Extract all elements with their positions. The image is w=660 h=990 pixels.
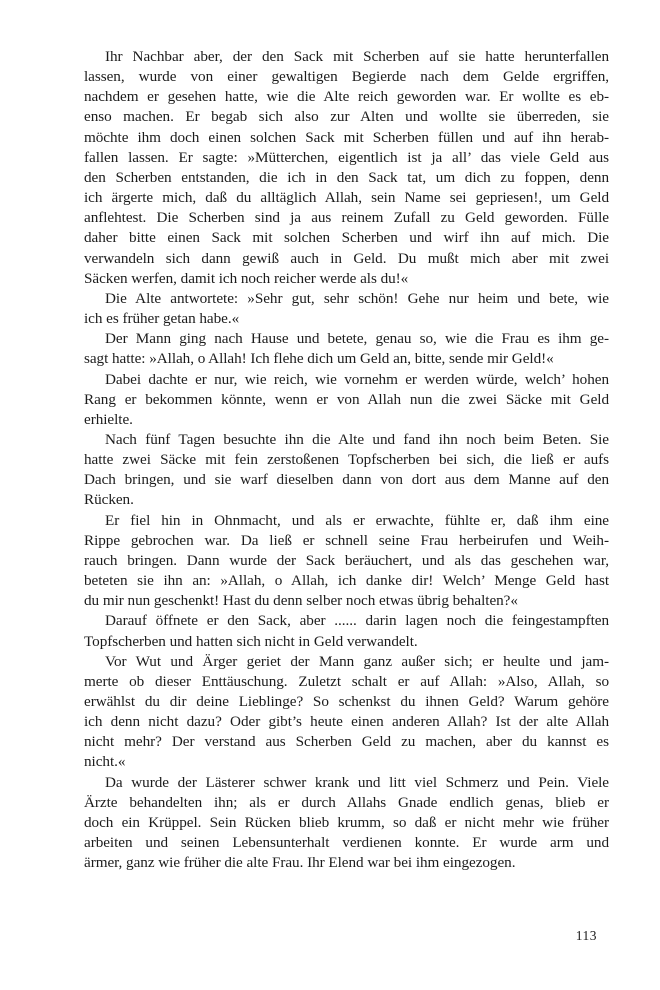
text-line: merte ob dieser Enttäuschung. Zuletzt schalt er auf Allah: »Also, Allah, so bbox=[84, 672, 609, 690]
text-line: hatte zwei Säcke mit fein zerstoßenen Topfscherben bei sich, die ließ er aufs bbox=[84, 451, 609, 469]
paragraph bbox=[84, 611, 609, 651]
text-line: Darauf öffnete er den Sack, aber ...... darin lagen noch die feingestampften bbox=[105, 612, 609, 630]
text-line: Nach fünf Tagen besuchte ihn die Alte und fand ihn noch beim Beten. Sie bbox=[105, 430, 609, 448]
paragraph bbox=[84, 511, 609, 612]
text-line: beteten sie ihn an: »Allah, o Allah, ich danke dir! Welch’ Menge Geld hast bbox=[84, 572, 609, 590]
text-line: Da wurde der Lästerer schwer krank und litt viel Schmerz und Pein. Viele bbox=[105, 773, 609, 791]
text-block bbox=[84, 47, 609, 873]
page-number: 113 bbox=[575, 928, 597, 943]
text-line: Rücken. bbox=[84, 491, 134, 509]
text-line: ich es früher getan habe.« bbox=[84, 310, 240, 328]
text-line: Dabei dachte er nur, wie reich, wie vornehm er werden würde, welch’ hohen bbox=[105, 370, 609, 388]
paragraph bbox=[84, 289, 609, 329]
text-line: den Scherben entstanden, die ich in den Sack tat, um dich zu foppen, denn bbox=[84, 168, 609, 186]
text-line: anflehtest. Die Scherben sind ja aus reinem Zufall zu Geld geworden. Fülle bbox=[84, 209, 609, 227]
text-line: ich ärgerte mich, daß du alltäglich Allah, sein Name sei gepriesen!, um Geld bbox=[84, 189, 609, 207]
text-line: sagt hatte: »Allah, o Allah! Ich flehe dich um Geld an, bitte, sende mir Geld!« bbox=[84, 350, 554, 368]
text-line: erhielte. bbox=[84, 410, 133, 428]
text-line: ich denn nicht dazu? Oder gibt’s heute einen anderen Allah? Ist der alte Allah bbox=[84, 713, 609, 731]
text-line: daher bitte einen Sack mit solchen Scherben und wirf ihn auf mich. Die bbox=[84, 229, 609, 247]
paragraph bbox=[84, 652, 609, 773]
text-line: Er fiel hin in Ohnmacht, und als er erwachte, fühlte er, daß ihm eine bbox=[105, 511, 609, 529]
text-line: arbeiten und seinen Lebensunterhalt verdienen konnte. Er wurde arm und bbox=[84, 834, 609, 852]
paragraph bbox=[84, 370, 609, 430]
paragraph bbox=[84, 773, 609, 874]
text-line: doch ein Krüppel. Sein Rücken blieb krumm, so daß er nicht mehr wie früher bbox=[84, 813, 609, 831]
text-line: enso machen. Er begab sich also zur Alten und wollte sie überreden, sie bbox=[84, 108, 609, 126]
paragraph bbox=[84, 47, 609, 289]
text-line: fallen lassen. Er sagte: »Mütterchen, eigentlich ist ja all’ das viele Geld aus bbox=[84, 148, 609, 166]
text-line: Topfscherben und hatten sich nicht in Geld verwandelt. bbox=[84, 632, 418, 650]
text-line: Ihr Nachbar aber, der den Sack mit Scherben auf sie hatte herunterfallen bbox=[105, 48, 609, 65]
text-line: lassen, wurde von einer gewaltigen Begierde nach dem Gelde ergriffen, bbox=[84, 68, 609, 86]
text-line: nicht mehr? Der verstand aus Scherben Geld zu machen, aber du kannst es bbox=[84, 733, 609, 751]
text-line: du mir nun geschenkt! Hast du denn selber noch etwas übrig behalten?« bbox=[84, 592, 518, 610]
text-line: erwählst du dir deine Lieblinge? So schenkst du ihnen Geld? Warum gehöre bbox=[84, 693, 609, 710]
text-line: nicht.« bbox=[84, 753, 126, 771]
text-line: Rippe gebrochen war. Da ließ er schnell seine Frau herbeirufen und Weih- bbox=[84, 531, 609, 549]
text-line: Ärzte behandelten ihn; als er durch Allahs Gnade endlich genas, blieb er bbox=[84, 793, 609, 811]
text-line: nachdem er gesehen hatte, wie die Alte reich geworden war. Er wollte es eb- bbox=[84, 88, 609, 106]
text-line: Rang er bekommen könnte, wenn er von Allah nun die zwei Säcke mit Geld bbox=[84, 390, 609, 408]
text-line: Säcken werfen, damit ich noch reicher werde als du!« bbox=[84, 269, 409, 287]
text-line: Der Mann ging nach Hause und betete, genau so, wie die Frau es ihm ge- bbox=[105, 330, 609, 348]
text-line: verwandeln sich dann gewiß auch in Geld. Du mußt mich aber mit zwei bbox=[84, 249, 609, 267]
paragraph bbox=[84, 329, 609, 369]
text-line: Dach bringen, und sie warf dieselben dann von dort aus dem Manne auf den bbox=[84, 471, 609, 489]
text-line: Vor Wut und Ärger geriet der Mann ganz außer sich; er heulte und jam- bbox=[105, 652, 609, 670]
text-line: Die Alte antwortete: »Sehr gut, sehr schön! Gehe nur heim und bete, wie bbox=[105, 289, 609, 307]
text-line: ärmer, ganz wie früher die alte Frau. Ihr Elend war bei ihm eingezogen. bbox=[84, 854, 516, 872]
text-line: rauch bringen. Dann wurde der Sack beräuchert, und als das geschehen war, bbox=[84, 551, 609, 569]
text-line: möchte ihm doch einen solchen Sack mit Scherben füllen und auf ihn herab- bbox=[84, 128, 609, 146]
paragraph bbox=[84, 430, 609, 511]
